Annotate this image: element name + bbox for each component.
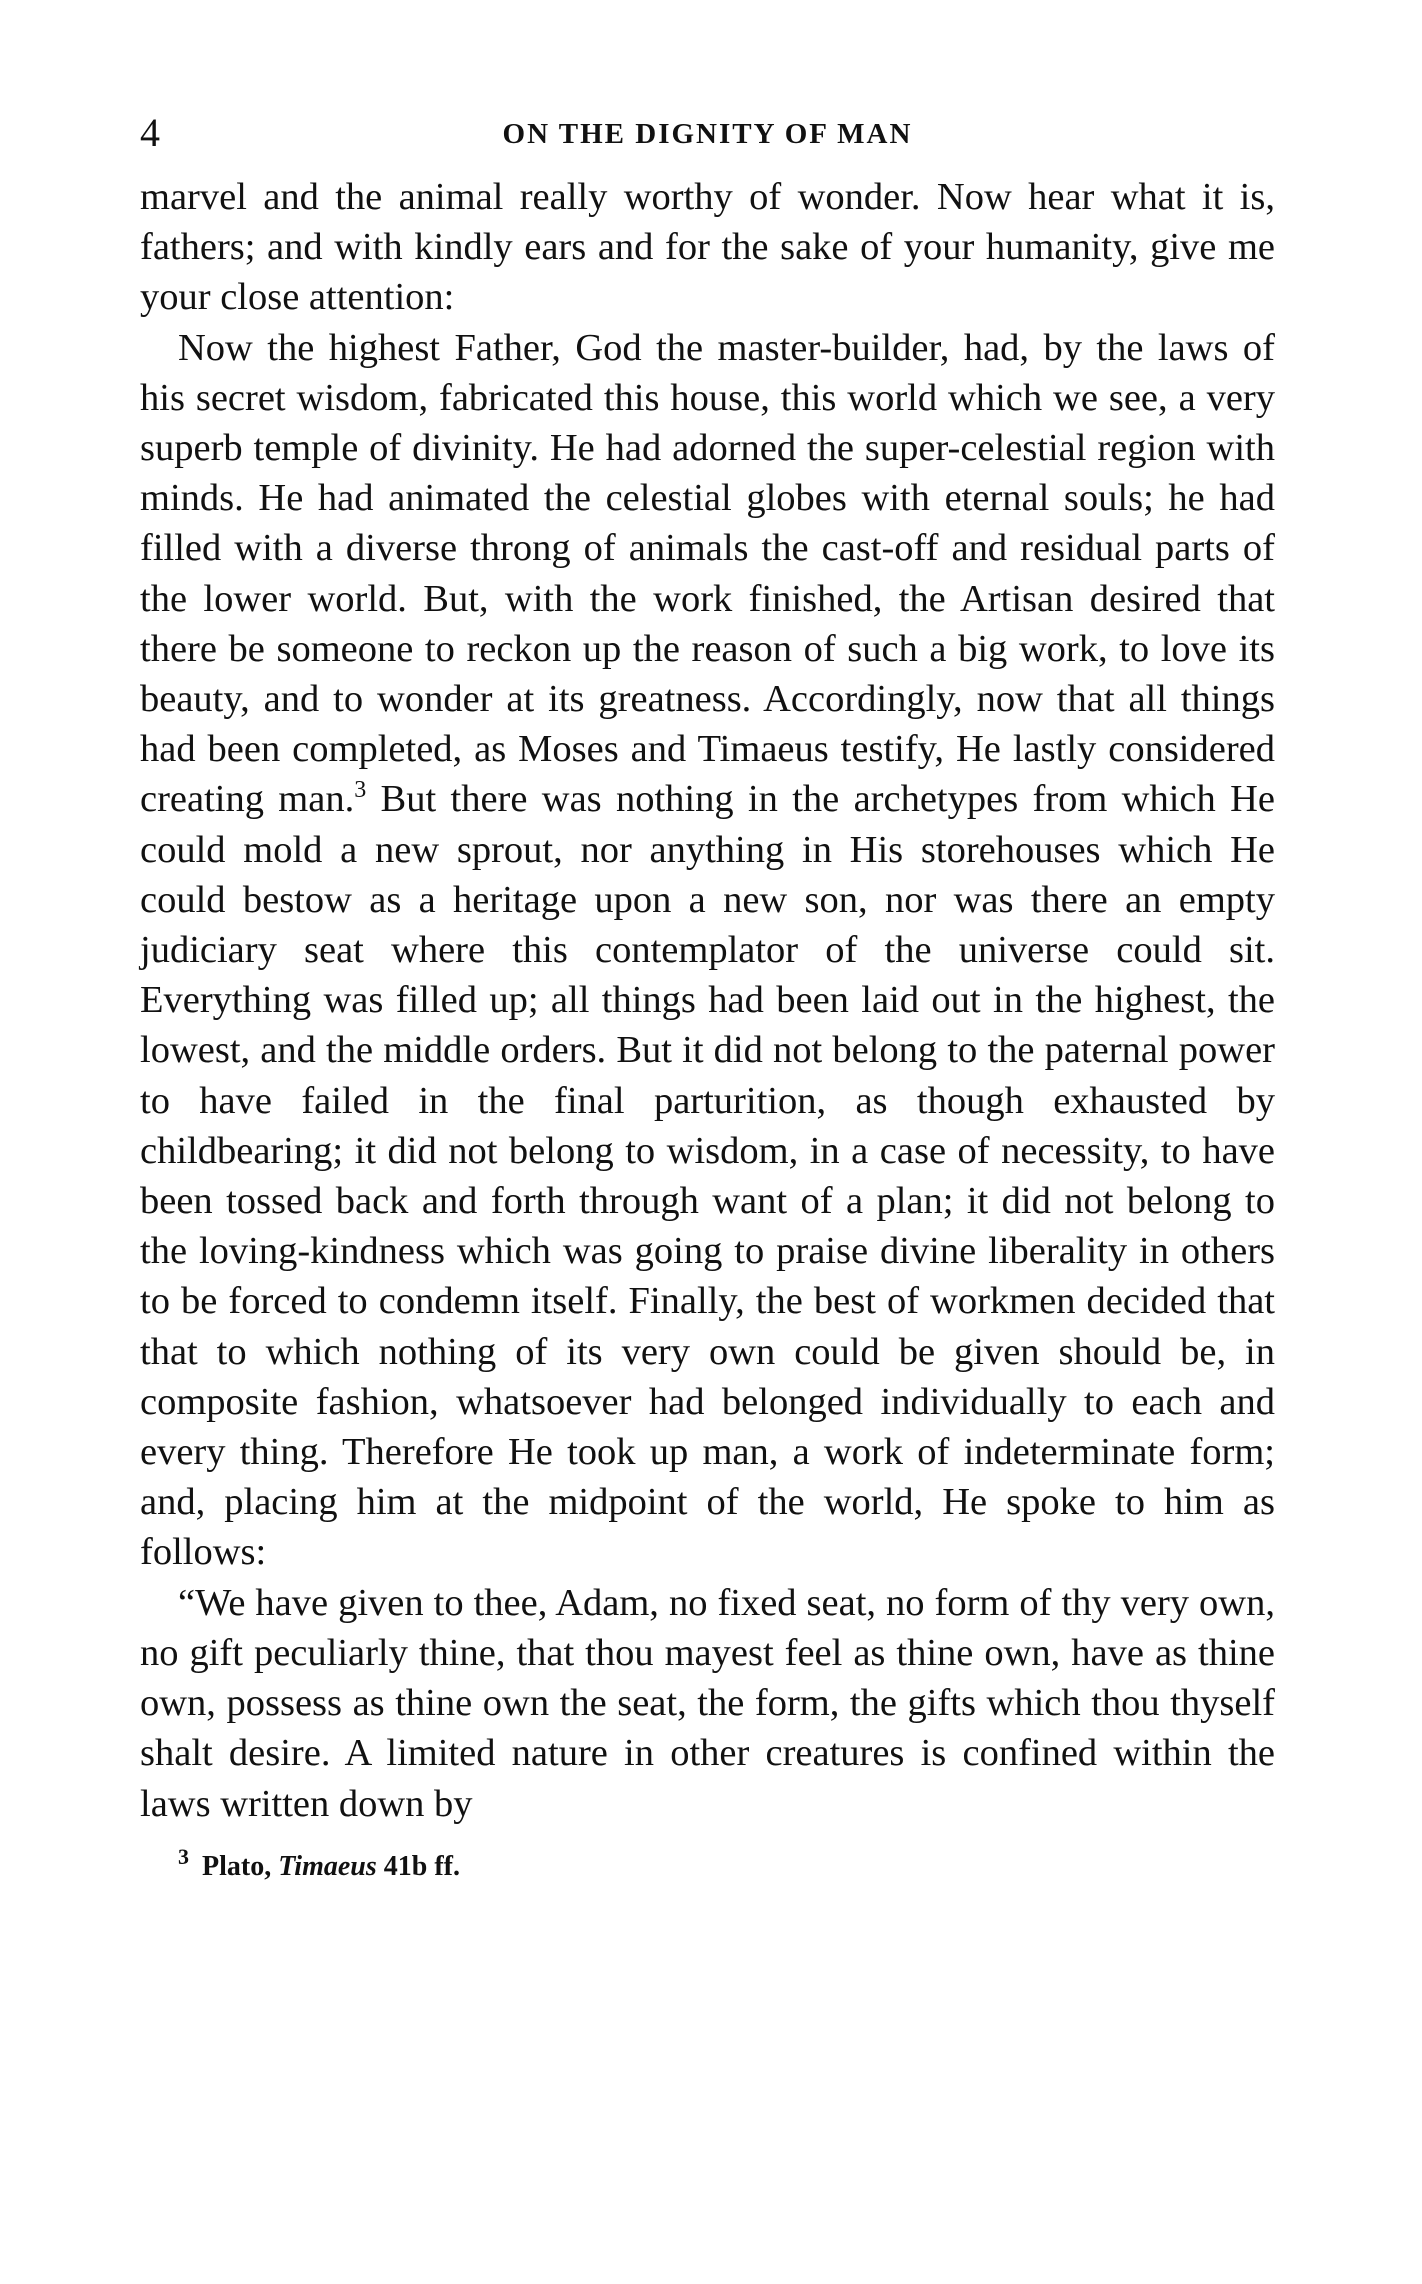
paragraph-creation-part-1: Now the highest Father, God the master-builder, had, by the laws of his secret wisdom, fabricated this house, this world which we see, a very superb temple of divinity. He had adorned the super-celestial region with minds. He had animated the celestial globes with eternal souls; he had filled with a diverse throng of animals the cast-off and residual parts of the lower world. But, with the work finished, the Artisan desired that there be someone to reckon up the reason of such a big work, to love its beauty, and to wonder at its greatness. Accordingly, now that all things had been completed, as Moses and Timaeus testify, He lastly considered creating man. (140, 326, 1275, 821)
book-page (140, 110, 1275, 1885)
footnote (140, 1844, 1275, 1885)
body-text (140, 172, 1275, 1829)
paragraph-creation-part-2: But there was nothing in the archetypes from which He could mold a new sprout, nor anything in His storehouses which He could bestow as a heritage upon a new son, nor was there an empty judiciary seat where this contemplator of the universe could sit. Everything was filled up; all things had been laid out in the highest, the lowest, and the middle orders. But it did not belong to the paternal power to have failed in the final parturition, as though exhausted by childbearing; it did not belong to wisdom, in a case of necessity, to have been tossed back and forth through want of a plan; it did not belong to the loving-kindness which was going to praise divine liberality in others to be forced to condemn itself. Finally, the best of workmen decided that that to which nothing of its very own could be given should be, in composite fashion, whatsoever had belonged individually to each and every thing. Therefore He took up man, a work of indeterminate form; and, placing him at the midpoint of the world, He spoke to him as follows: (140, 778, 1275, 1574)
footnote-work-title: Timaeus (278, 1850, 377, 1882)
paragraph-continued: marvel and the animal really worthy of wonder. Now hear what it is, fathers; and with kindly ears and for the sake of your humanity, give me your close attention: (140, 176, 1275, 319)
page-number: 4 (140, 110, 160, 155)
running-head (140, 110, 1275, 160)
running-title: ON THE DIGNITY OF MAN (502, 118, 913, 150)
footnote-reference[interactable]: 3 (354, 777, 367, 804)
paragraph-address-to-adam: “We have given to thee, Adam, no fixed seat, no form of thy very own, no gift peculiarly thine, that thou mayest feel as thine own, have as thine own, possess as thine own the seat, the form, the gifts which thou thyself shalt desire. A limited nature in other creatures is confined within the laws written down by (140, 1581, 1275, 1825)
footnote-mark: 3 (178, 1844, 189, 1870)
footnote-author: Plato, (202, 1850, 272, 1882)
footnote-locator: 41b ff. (383, 1850, 460, 1882)
paragraph-creation (140, 323, 1275, 1578)
